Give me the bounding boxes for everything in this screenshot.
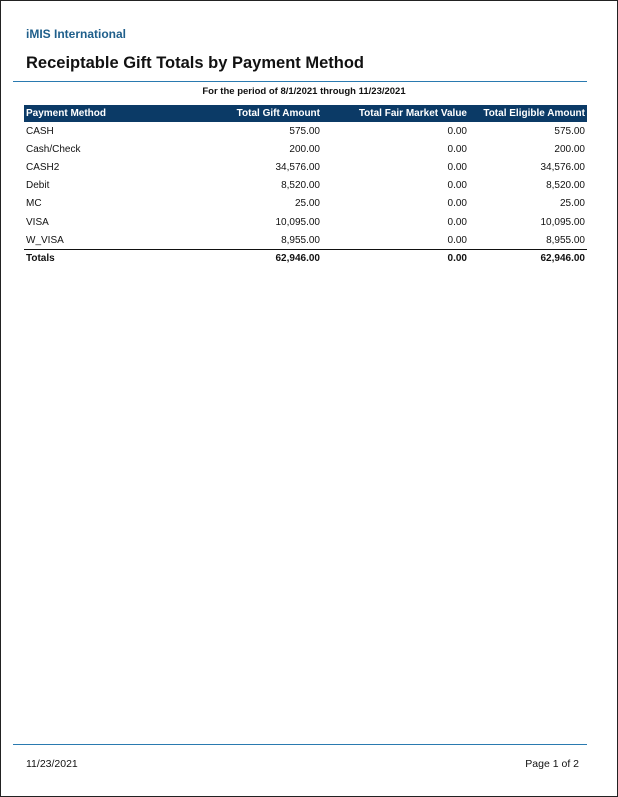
fair-market-value-cell: 0.00: [447, 161, 467, 173]
gift-amount-cell: 200.00: [289, 143, 320, 155]
eligible-amount-cell: 8,520.00: [546, 180, 585, 192]
table-row: [24, 177, 587, 195]
table-row: [24, 140, 587, 158]
column-header-payment-method: Payment Method: [24, 105, 210, 122]
gift-amount-cell: 575.00: [289, 125, 320, 137]
eligible-amount-cell: 25.00: [559, 198, 585, 210]
gift-amount-cell: 25.00: [294, 198, 320, 210]
fair-market-value-cell: 0.00: [447, 180, 467, 192]
total-eligible-amount: 62,946.00: [469, 250, 587, 267]
payment-method-cell: W_VISA: [26, 234, 64, 246]
gift-amount-cell: 34,576.00: [275, 161, 320, 173]
column-header-total-eligible-amount: Total Eligible Amount: [469, 105, 587, 122]
gift-amount-cell: 8,520.00: [281, 180, 320, 192]
payment-method-cell: Cash/Check: [26, 143, 81, 155]
totals-label: Totals: [24, 250, 210, 267]
eligible-amount-cell: 10,095.00: [540, 216, 585, 228]
header-divider: [13, 81, 587, 82]
payment-method-cell: MC: [26, 198, 42, 210]
fair-market-value-cell: 0.00: [447, 234, 467, 246]
eligible-amount-cell: 8,955.00: [546, 234, 585, 246]
payment-method-cell: CASH2: [26, 161, 60, 173]
eligible-amount-cell: 575.00: [554, 125, 585, 137]
payment-method-cell: CASH: [26, 125, 54, 137]
column-header-total-fair-market-value: Total Fair Market Value: [322, 105, 469, 122]
table-header-row: [24, 105, 587, 122]
payment-method-table: [24, 105, 587, 266]
total-gift-amount: 62,946.00: [210, 250, 322, 267]
gift-amount-cell: 8,955.00: [281, 234, 320, 246]
column-header-total-gift-amount: Total Gift Amount: [210, 105, 322, 122]
fair-market-value-cell: 0.00: [447, 198, 467, 210]
page-number: Page 1 of 2: [525, 758, 579, 770]
payment-method-cell: VISA: [26, 216, 49, 228]
table-row: [24, 122, 587, 140]
payment-method-cell: Debit: [26, 180, 50, 192]
table-row: [24, 195, 587, 213]
footer-divider: [13, 744, 587, 745]
table-row: [24, 158, 587, 176]
total-fair-market-value: 0.00: [322, 250, 469, 267]
footer-date: 11/23/2021: [26, 758, 78, 770]
eligible-amount-cell: 34,576.00: [540, 161, 585, 173]
fair-market-value-cell: 0.00: [447, 143, 467, 155]
totals-row: [24, 250, 587, 267]
eligible-amount-cell: 200.00: [554, 143, 585, 155]
fair-market-value-cell: 0.00: [447, 216, 467, 228]
table-row: [24, 231, 587, 250]
organization-name: iMIS International: [26, 27, 127, 41]
report-period: For the period of 8/1/2021 through 11/23/2021: [202, 86, 406, 97]
gift-amount-cell: 10,095.00: [275, 216, 320, 228]
fair-market-value-cell: 0.00: [447, 125, 467, 137]
table-row: [24, 213, 587, 231]
report-title: Receiptable Gift Totals by Payment Method: [26, 54, 365, 72]
